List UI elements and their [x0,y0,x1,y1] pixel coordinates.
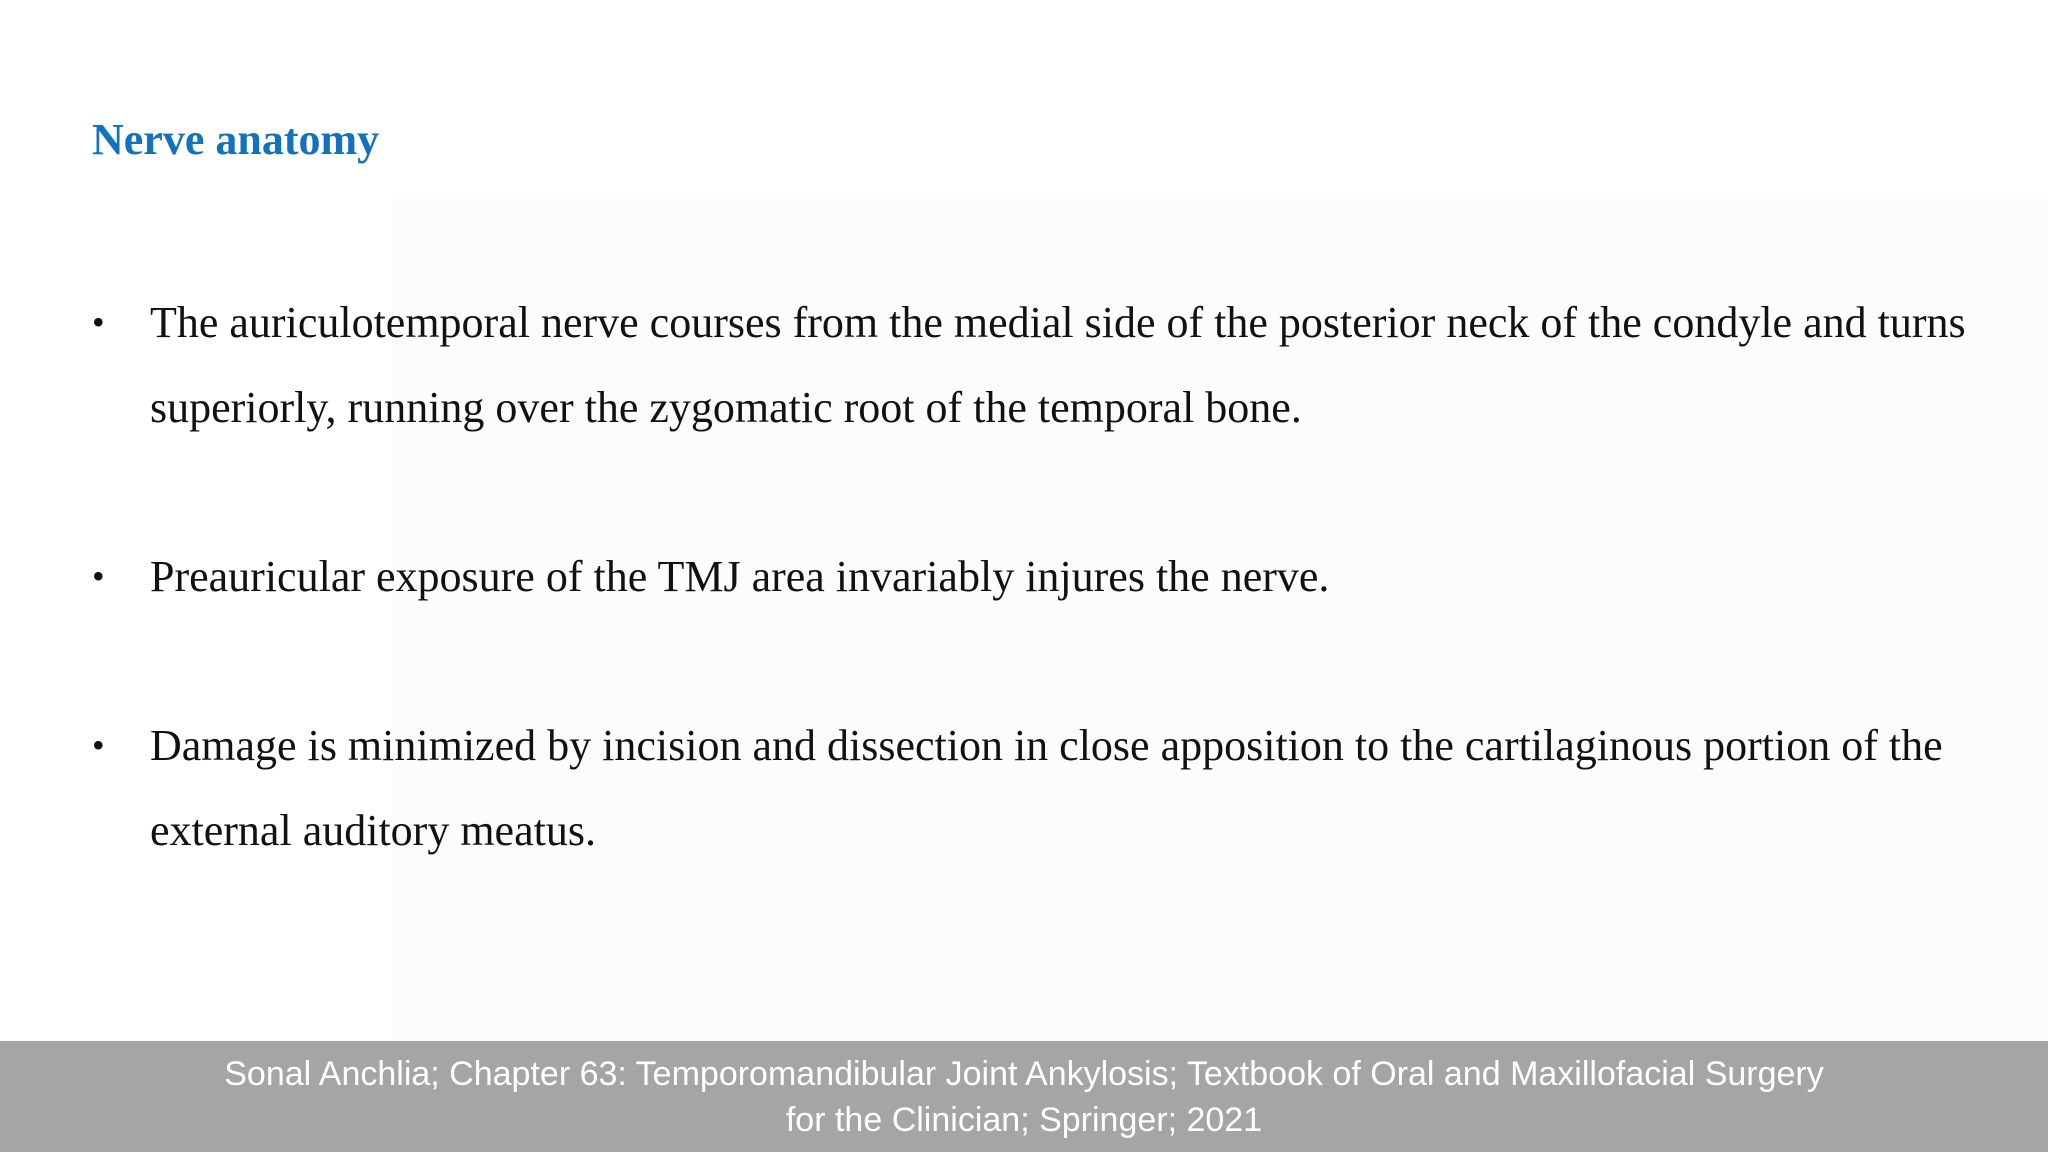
bullet-text: Preauricular exposure of the TMJ area invariably injures the nerve. [150,552,1330,601]
slide-title: Nerve anatomy [92,115,380,164]
bullet-list [92,280,1992,873]
bullet-text: Damage is minimized by incision and dissection in close apposition to the cartilaginous portion of the external auditory meatus. [150,721,1943,855]
bullet-marker: • [92,556,105,596]
bullet-text: The auriculotemporal nerve courses from the medial side of the posterior neck of the condyle and turns superiorly, running over the zygomatic root of the temporal bone. [150,298,1966,432]
citation-line-1: Sonal Anchlia; Chapter 63: Temporomandibular Joint Ankylosis; Textbook of Oral and Maxillofacial Surgery [224,1054,1824,1093]
bullet-item-damage-minimized [92,703,1992,873]
bullet-marker: • [92,725,105,765]
bullet-item-preauricular-exposure [92,534,1992,619]
bullet-item-auriculotemporal-course [92,280,1992,450]
citation-line-2: for the Clinician; Springer; 2021 [785,1100,1263,1139]
bullet-marker: • [92,302,105,342]
citation-text [74,1051,1974,1143]
citation-footer [0,1041,2048,1152]
